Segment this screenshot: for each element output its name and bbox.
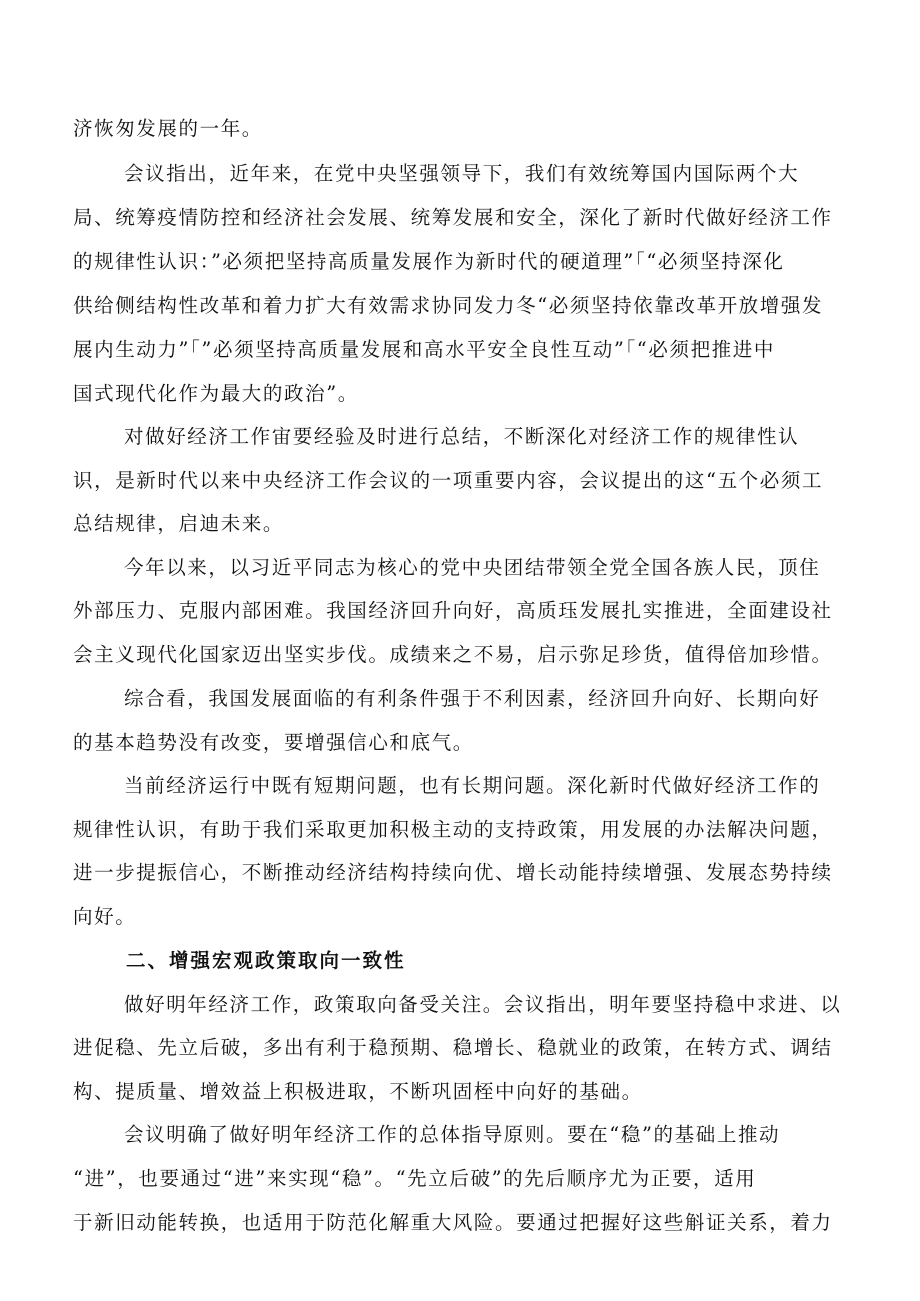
text-line: 构、提质量、增效益上积极进取，不断巩固桎中向好的基础。 bbox=[73, 1080, 643, 1103]
text-line: 进促稳、先立后破，多出有利于稳预期、稳增长、稳就业的政策，在转方式、调结 bbox=[73, 1036, 833, 1059]
text-line: 做好明年经济工作，政策取向备受关注。会议指出，明年要坚持稳中求进、以 bbox=[124, 993, 842, 1016]
text-line: 对做好经济工作宙要经验及时进行总结，不断深化对经济工作的规律性认 bbox=[124, 425, 800, 448]
text-line: 展内生动力”「”必须坚持高质量发展和高水平安全良性互动”「“必须把推进中 bbox=[73, 338, 775, 361]
text-line: 综合看，我国发展面临的有利条件强于不利因素，经济回升向好、长期向好 bbox=[124, 687, 821, 710]
text-line: 的基本趋势没有改变，要增强信心和底气。 bbox=[73, 731, 474, 754]
text-line: 会议指出，近年来，在党中央坚强领导下，我们有效统筹国内国际两个大 bbox=[124, 162, 800, 185]
text-line: 当前经济运行中既有短期问题，也有长期问题。深化新时代做好经济工作的 bbox=[124, 774, 821, 797]
text-line: 于新旧动能转换，也适用于防范化解重大风险。要通过把握好这些斛证关系，着力 bbox=[73, 1211, 833, 1234]
text-line: 规律性认识，有助于我们采取更加积极主动的支持政策，用发展的办法解决问题， bbox=[73, 818, 833, 841]
text-line: “进”，也要通过“进”来实现“稳”。“先立后破”的先后顺序尤为正要，适用 bbox=[73, 1167, 757, 1190]
text-line: 供给侧结构性改革和着力扩大有效需求协同发力冬“必须坚持依靠改革开放增强发 bbox=[73, 294, 824, 317]
text-line: 会主义现代化国家迈出坚实步伐。成绩来之不易，启示弥足珍货，值得倍加珍惜。 bbox=[73, 643, 833, 666]
text-line: 会议明确了做好明年经济工作的总体指导原则。要在“稳”的基础上推动 bbox=[124, 1123, 781, 1146]
text-line: 局、统筹疫情防控和经济社会发展、统筹发展和安全，深化了新时代做好经济工作 bbox=[73, 206, 833, 229]
text-line: 国式现代化作为最大的政治”。 bbox=[73, 382, 359, 405]
text-line: 进一步提振信心，不断推动经济结构持续向优、增长动能持续增强、发展态势持续 bbox=[73, 861, 833, 884]
text-line: 今年以来，以习近平同志为核心的党中央团结带领全党全国各族人民，顶住 bbox=[124, 556, 821, 579]
text-line: 识，是新时代以来中央经济工作会议的一项重要内容，会议提出的这“五个必须工 bbox=[73, 469, 824, 492]
text-line: 向好。 bbox=[73, 905, 137, 928]
text-line: 济恢匆发展的一年。 bbox=[73, 117, 263, 140]
text-line: 外部压力、克服内部困难。我国经济回升向好，高质珏发展扎实推进，全面建设社 bbox=[73, 599, 833, 622]
text-line: 的规律性认识：”必须把坚持高质量发展作为新时代的硬道理”「“必须坚持深化 bbox=[73, 250, 785, 273]
text-line: 总结规律，启迪未来。 bbox=[73, 512, 285, 535]
section-heading: 二、增强宏观政策取向一致性 bbox=[126, 949, 406, 972]
